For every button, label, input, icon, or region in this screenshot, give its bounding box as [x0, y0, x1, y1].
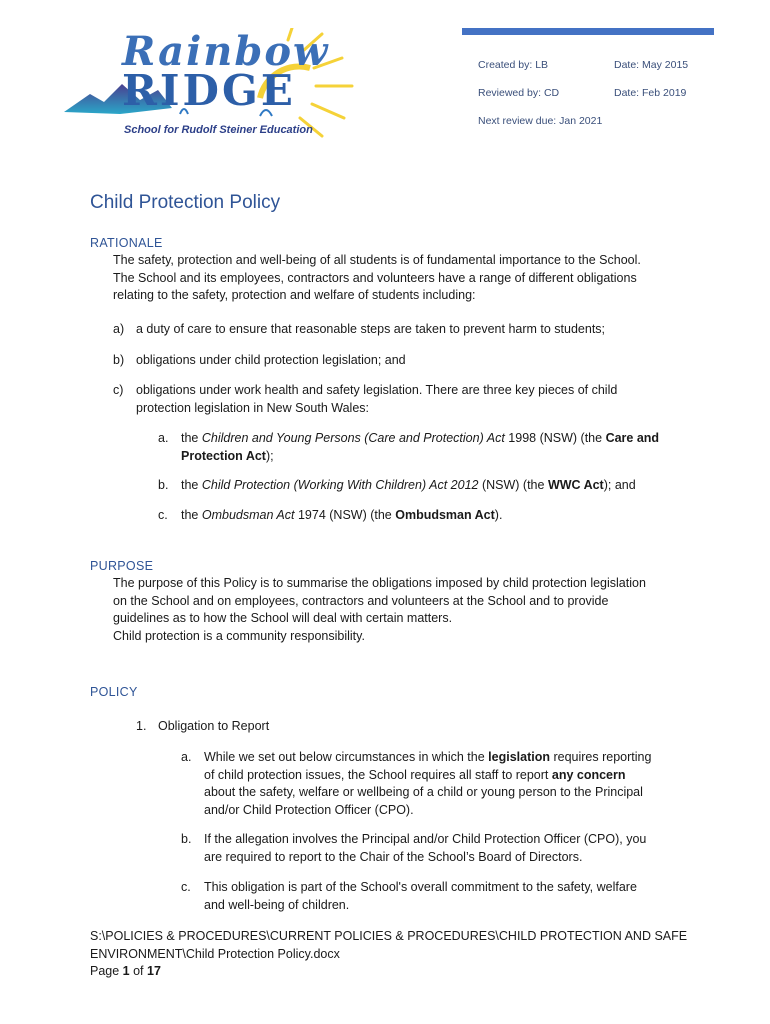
school-logo	[60, 28, 360, 143]
text-run: the	[181, 508, 202, 522]
policy-subitem-b	[204, 831, 714, 866]
rationale-line: The School and its employees, contractors and volunteers have a range of different obligations	[113, 270, 637, 285]
emphasis: legislation	[488, 750, 550, 764]
act-name: Child Protection (Working With Children) Act 2012	[201, 478, 479, 492]
logo-word-bottom: RIDGE	[122, 66, 296, 115]
act-name: Children and Young Persons (Care and Protection) Act	[201, 431, 505, 445]
text-run: (NSW) (the	[478, 478, 548, 492]
policy-subitem-c	[204, 879, 714, 914]
sublist-marker: c.	[181, 880, 191, 894]
text-run: of child protection issues, the School requires all staff to report	[204, 767, 552, 782]
purpose-line: Child protection is a community responsibility.	[113, 628, 365, 643]
sublist-item	[181, 507, 711, 525]
rationale-intro	[113, 252, 713, 305]
purpose-heading: PURPOSE	[90, 559, 154, 573]
policy-item-label: Obligation to Report	[158, 719, 270, 733]
date-created: Date: May 2015	[614, 59, 689, 71]
page-number	[90, 963, 730, 981]
sublist-marker: a.	[158, 431, 169, 445]
purpose-text	[113, 575, 713, 645]
text-line: This obligation is part of the School's overall commitment to the safety, welfare	[204, 880, 637, 894]
sublist-marker: c.	[158, 508, 168, 522]
defined-term: Ombudsman Act	[395, 508, 495, 522]
sublist-marker: b.	[181, 832, 192, 846]
text-run: ).	[494, 508, 503, 522]
file-path-line: ENVIRONMENT\Child Protection Policy.docx	[90, 946, 340, 961]
purpose-line: guidelines as to how the School will deal with certain matters.	[113, 611, 453, 625]
logo-word-top: Rainbow	[122, 28, 330, 75]
page-title: Child Protection Policy	[90, 192, 281, 213]
text-run: 1974 (NSW) (the	[294, 508, 396, 522]
list-item-line: obligations under work health and safety legislation. There are three key pieces of child	[136, 383, 618, 397]
rationale-line: relating to the safety, protection and welfare of students including:	[113, 288, 476, 302]
rationale-heading: RATIONALE	[90, 236, 163, 250]
text-run: );	[265, 448, 274, 463]
text-line: If the allegation involves the Principal and/or Child Protection Officer (CPO), you	[204, 832, 647, 846]
list-item: obligations under child protection legislation; and	[136, 353, 406, 367]
list-item: a duty of care to ensure that reasonable steps are taken to prevent harm to students;	[136, 322, 606, 336]
text-run: ); and	[603, 478, 636, 492]
list-marker: c)	[113, 383, 124, 397]
text-run: While we set out below circumstances in which the	[204, 750, 489, 764]
sublist-item	[181, 430, 711, 465]
purpose-line: on the School and on employees, contractors and volunteers at the School and to provide	[113, 593, 609, 608]
text-run: requires reporting	[549, 750, 652, 764]
current-page: 1	[122, 964, 130, 978]
header-accent-bar	[462, 28, 714, 35]
defined-term: WWC Act	[547, 478, 604, 492]
act-name: Ombudsman Act	[201, 508, 295, 522]
policy-heading: POLICY	[90, 685, 138, 699]
total-pages: 17	[147, 964, 161, 978]
text-line: are required to report to the Chair of the School’s Board of Directors.	[204, 849, 583, 864]
sublist-marker: a.	[181, 750, 192, 764]
text-run: Page	[90, 964, 123, 978]
policy-item-marker: 1.	[136, 719, 147, 733]
text-run: 1998 (NSW) (the	[504, 431, 606, 445]
sublist-marker: b.	[158, 478, 169, 492]
date-reviewed: Date: Feb 2019	[614, 87, 687, 99]
next-review: Next review due: Jan 2021	[478, 115, 603, 127]
list-item	[136, 382, 716, 417]
emphasis: any concern	[551, 767, 626, 782]
defined-term: Care and	[605, 431, 660, 445]
text-run: the	[181, 478, 202, 492]
sublist-item	[181, 477, 711, 495]
list-marker: a)	[113, 322, 125, 336]
page-footer	[90, 928, 730, 981]
text-line: and well-being of children.	[204, 897, 350, 912]
reviewed-by: Reviewed by: CD	[478, 87, 560, 99]
defined-term: Protection Act	[181, 448, 266, 463]
created-by: Created by: LB	[478, 59, 549, 71]
logo-tagline: School for Rudolf Steiner Education	[124, 124, 313, 136]
text-run: the	[181, 431, 202, 445]
text-line: and/or Child Protection Officer (CPO).	[204, 802, 414, 817]
file-path-line: S:\POLICIES & PROCEDURES\CURRENT POLICIES & PROCEDURES\CHILD PROTECTION AND SAFE	[90, 929, 688, 943]
text-line: about the safety, welfare or wellbeing of a child or young person to the Principal	[204, 785, 643, 799]
list-item-line: protection legislation in New South Wales:	[136, 400, 369, 415]
policy-subitem-a	[204, 749, 714, 819]
list-marker: b)	[113, 353, 125, 367]
text-run: of	[129, 964, 147, 978]
purpose-line: The purpose of this Policy is to summarise the obligations imposed by child protection legislation	[113, 576, 646, 590]
rationale-line: The safety, protection and well-being of all students is of fundamental importance to the School.	[113, 253, 641, 267]
